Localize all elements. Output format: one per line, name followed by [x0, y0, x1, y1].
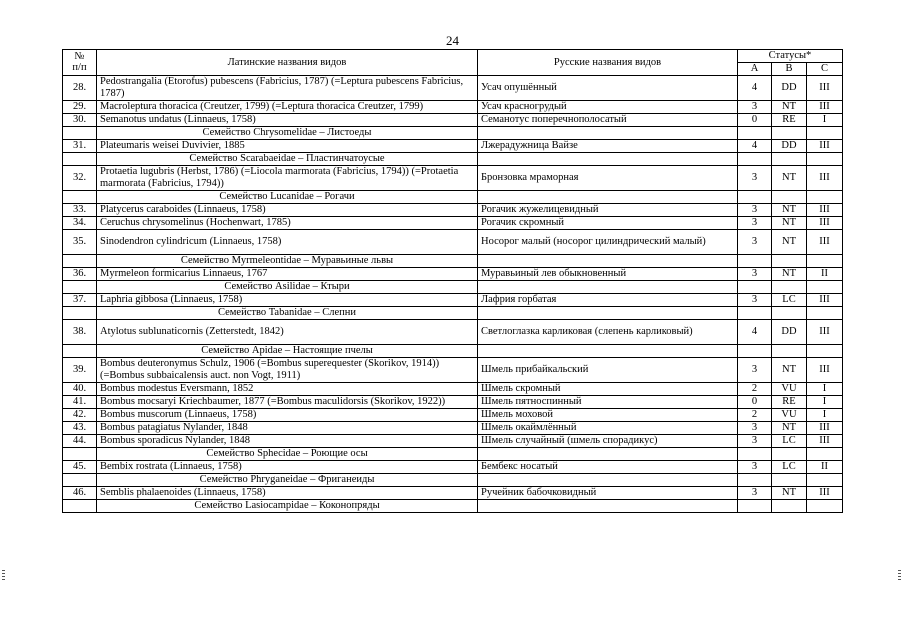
- table-row: [63, 421, 843, 434]
- species-number: 46.: [63, 486, 97, 499]
- status-a: 4: [738, 319, 772, 344]
- species-number: 37.: [63, 293, 97, 306]
- latin-name: Sinodendron cylindricum (Linnaeus, 1758): [97, 229, 478, 254]
- family-russian-cell: [478, 126, 738, 139]
- family-label: Семейство Sphecidae – Роющие осы: [97, 447, 478, 460]
- russian-name: Усач опушённый: [478, 75, 738, 100]
- family-status-a: [738, 447, 772, 460]
- species-number: 38.: [63, 319, 97, 344]
- species-number: 33.: [63, 203, 97, 216]
- status-b: DD: [772, 75, 807, 100]
- family-label: Семейство Phryganeidae – Фриганеиды: [97, 473, 478, 486]
- family-number-cell: [63, 280, 97, 293]
- russian-name: Ручейник бабочковидный: [478, 486, 738, 499]
- family-russian-cell: [478, 447, 738, 460]
- status-c: II: [807, 460, 843, 473]
- latin-name: Protaetia lugubris (Herbst, 1786) (=Liocola marmorata (Fabricius, 1794)) (=Protaetia marmorata (Fabricius, 1794)): [97, 165, 478, 190]
- russian-name: Шмель пятноспинный: [478, 395, 738, 408]
- family-status-c: [807, 190, 843, 203]
- species-table: [62, 49, 843, 513]
- latin-name: Bombus modestus Eversmann, 1852: [97, 382, 478, 395]
- status-c: III: [807, 203, 843, 216]
- family-status-a: [738, 152, 772, 165]
- status-a: 0: [738, 113, 772, 126]
- table-row: [63, 139, 843, 152]
- status-c: III: [807, 100, 843, 113]
- family-row: [63, 280, 843, 293]
- status-b: LC: [772, 460, 807, 473]
- family-status-c: [807, 280, 843, 293]
- family-row: [63, 190, 843, 203]
- family-label: Семейство Tabanidae – Слепни: [97, 306, 478, 319]
- status-b: LC: [772, 293, 807, 306]
- family-status-a: [738, 280, 772, 293]
- russian-name: Муравьиный лев обыкновенный: [478, 267, 738, 280]
- latin-name: Bombus mocsaryi Kriechbaumer, 1877 (=Bombus maculidorsis (Skorikov, 1922)): [97, 395, 478, 408]
- latin-name: Plateumaris weisei Duvivier, 1885: [97, 139, 478, 152]
- latin-name: Myrmeleon formicarius Linnaeus, 1767: [97, 267, 478, 280]
- family-russian-cell: [478, 152, 738, 165]
- table-row: [63, 100, 843, 113]
- species-number: 43.: [63, 421, 97, 434]
- latin-name: Bombus deuteronymus Schulz, 1906 (=Bombus superequester (Skorikov, 1914)) (=Bombus subbaicalensis auct. non Vogt, 1911): [97, 357, 478, 382]
- table-row: [63, 267, 843, 280]
- table-row: [63, 319, 843, 344]
- page-number: 24: [446, 33, 459, 48]
- table-row: [63, 434, 843, 447]
- family-status-b: [772, 499, 807, 512]
- family-status-c: [807, 473, 843, 486]
- latin-name: Bembix rostrata (Linnaeus, 1758): [97, 460, 478, 473]
- family-status-b: [772, 254, 807, 267]
- family-status-a: [738, 306, 772, 319]
- russian-name: Семанотус поперечнополосатый: [478, 113, 738, 126]
- status-b: DD: [772, 319, 807, 344]
- family-status-b: [772, 152, 807, 165]
- status-a: 0: [738, 395, 772, 408]
- table-row: [63, 408, 843, 421]
- table-row: [63, 357, 843, 382]
- status-b: VU: [772, 408, 807, 421]
- left-edge-marks: [2, 570, 6, 586]
- table-row: [63, 229, 843, 254]
- status-b: RE: [772, 395, 807, 408]
- status-a: 3: [738, 486, 772, 499]
- family-label: Семейство Lasiocampidae – Коконопряды: [97, 499, 478, 512]
- family-status-c: [807, 499, 843, 512]
- latin-name: Semblis phalaenoides (Linnaeus, 1758): [97, 486, 478, 499]
- family-status-c: [807, 152, 843, 165]
- table-row: [63, 216, 843, 229]
- family-status-a: [738, 473, 772, 486]
- family-row: [63, 254, 843, 267]
- status-c: III: [807, 216, 843, 229]
- family-label: Семейство Lucanidae – Рогачи: [97, 190, 478, 203]
- status-c: II: [807, 267, 843, 280]
- status-a: 3: [738, 434, 772, 447]
- status-c: III: [807, 319, 843, 344]
- family-row: [63, 126, 843, 139]
- latin-name: Bombus sporadicus Nylander, 1848: [97, 434, 478, 447]
- family-russian-cell: [478, 254, 738, 267]
- family-status-a: [738, 190, 772, 203]
- russian-name: Лафрия горбатая: [478, 293, 738, 306]
- family-label: Семейство Apidae – Настоящие пчелы: [97, 344, 478, 357]
- status-c: I: [807, 382, 843, 395]
- species-number: 34.: [63, 216, 97, 229]
- family-row: [63, 344, 843, 357]
- family-row: [63, 473, 843, 486]
- status-a: 3: [738, 229, 772, 254]
- header-number: № п/п: [63, 50, 97, 76]
- family-russian-cell: [478, 280, 738, 293]
- family-russian-cell: [478, 306, 738, 319]
- header-latin-names: Латинские названия видов: [97, 50, 478, 76]
- russian-name: Шмель моховой: [478, 408, 738, 421]
- header-status-b: В: [772, 63, 807, 76]
- table-body: [63, 75, 843, 512]
- family-status-c: [807, 306, 843, 319]
- status-a: 2: [738, 408, 772, 421]
- header-row-top: [63, 50, 843, 63]
- status-a: 4: [738, 139, 772, 152]
- table-row: [63, 203, 843, 216]
- species-number: 35.: [63, 229, 97, 254]
- family-status-b: [772, 344, 807, 357]
- family-status-a: [738, 126, 772, 139]
- latin-name: Macroleptura thoracica (Creutzer, 1799) (=Leptura thoracica Creutzer, 1799): [97, 100, 478, 113]
- table-row: [63, 395, 843, 408]
- table-row: [63, 165, 843, 190]
- russian-name: Бембекс носатый: [478, 460, 738, 473]
- status-b: VU: [772, 382, 807, 395]
- table-row: [63, 293, 843, 306]
- status-c: III: [807, 293, 843, 306]
- species-number: 30.: [63, 113, 97, 126]
- latin-name: Ceruchus chrysomelinus (Hochenwart, 1785): [97, 216, 478, 229]
- family-status-b: [772, 126, 807, 139]
- status-b: NT: [772, 100, 807, 113]
- family-status-b: [772, 447, 807, 460]
- family-number-cell: [63, 473, 97, 486]
- species-number: 44.: [63, 434, 97, 447]
- status-a: 3: [738, 421, 772, 434]
- latin-name: Atylotus sublunaticornis (Zetterstedt, 1842): [97, 319, 478, 344]
- status-b: NT: [772, 229, 807, 254]
- latin-name: Pedostrangalia (Etorofus) pubescens (Fabricius, 1787) (=Leptura pubescens Fabricius, 1787): [97, 75, 478, 100]
- family-status-a: [738, 344, 772, 357]
- right-edge-marks: [898, 570, 902, 586]
- family-number-cell: [63, 126, 97, 139]
- family-label: Семейство Scarabaeidae – Пластинчатоусые: [97, 152, 478, 165]
- family-number-cell: [63, 152, 97, 165]
- species-number: 45.: [63, 460, 97, 473]
- status-a: 3: [738, 293, 772, 306]
- family-number-cell: [63, 190, 97, 203]
- status-c: III: [807, 434, 843, 447]
- family-row: [63, 152, 843, 165]
- table-row: [63, 75, 843, 100]
- family-number-cell: [63, 499, 97, 512]
- russian-name: Шмель скромный: [478, 382, 738, 395]
- family-russian-cell: [478, 190, 738, 203]
- status-b: NT: [772, 421, 807, 434]
- latin-name: Bombus muscorum (Linnaeus, 1758): [97, 408, 478, 421]
- table-row: [63, 382, 843, 395]
- status-b: NT: [772, 203, 807, 216]
- status-c: III: [807, 139, 843, 152]
- species-number: 39.: [63, 357, 97, 382]
- russian-name: Лжерадужница Вайзе: [478, 139, 738, 152]
- russian-name: Шмель случайный (шмель спорадикус): [478, 434, 738, 447]
- family-number-cell: [63, 306, 97, 319]
- species-number: 42.: [63, 408, 97, 421]
- status-b: LC: [772, 434, 807, 447]
- russian-name: Бронзовка мраморная: [478, 165, 738, 190]
- family-russian-cell: [478, 473, 738, 486]
- russian-name: Носорог малый (носорог цилиндрический малый): [478, 229, 738, 254]
- status-b: RE: [772, 113, 807, 126]
- russian-name: Светлоглазка карликовая (слепень карликовый): [478, 319, 738, 344]
- latin-name: Bombus patagiatus Nylander, 1848: [97, 421, 478, 434]
- status-c: III: [807, 486, 843, 499]
- status-b: DD: [772, 139, 807, 152]
- status-b: NT: [772, 165, 807, 190]
- table-row: [63, 486, 843, 499]
- status-a: 3: [738, 100, 772, 113]
- status-c: I: [807, 408, 843, 421]
- status-b: NT: [772, 357, 807, 382]
- species-number: 28.: [63, 75, 97, 100]
- family-status-b: [772, 473, 807, 486]
- status-c: III: [807, 229, 843, 254]
- status-c: I: [807, 113, 843, 126]
- family-row: [63, 306, 843, 319]
- header-statuses: Статусы*: [738, 50, 843, 63]
- header-status-a: А: [738, 63, 772, 76]
- russian-name: Шмель прибайкальский: [478, 357, 738, 382]
- status-b: NT: [772, 486, 807, 499]
- status-a: 3: [738, 165, 772, 190]
- status-c: III: [807, 165, 843, 190]
- species-number: 41.: [63, 395, 97, 408]
- family-label: Семейство Myrmeleontidae – Муравьиные львы: [97, 254, 478, 267]
- family-status-c: [807, 254, 843, 267]
- family-status-c: [807, 344, 843, 357]
- family-status-b: [772, 190, 807, 203]
- family-status-a: [738, 499, 772, 512]
- russian-name: Шмель окаймлённый: [478, 421, 738, 434]
- family-status-a: [738, 254, 772, 267]
- family-number-cell: [63, 344, 97, 357]
- latin-name: Platycerus caraboides (Linnaeus, 1758): [97, 203, 478, 216]
- family-status-b: [772, 306, 807, 319]
- status-a: 3: [738, 267, 772, 280]
- status-c: I: [807, 395, 843, 408]
- latin-name: Semanotus undatus (Linnaeus, 1758): [97, 113, 478, 126]
- status-a: 4: [738, 75, 772, 100]
- status-a: 3: [738, 357, 772, 382]
- latin-name: Laphria gibbosa (Linnaeus, 1758): [97, 293, 478, 306]
- family-label: Семейство Chrysomelidae – Листоеды: [97, 126, 478, 139]
- family-number-cell: [63, 447, 97, 460]
- species-number: 32.: [63, 165, 97, 190]
- family-status-b: [772, 280, 807, 293]
- species-number: 29.: [63, 100, 97, 113]
- status-a: 3: [738, 203, 772, 216]
- species-number: 40.: [63, 382, 97, 395]
- status-c: III: [807, 357, 843, 382]
- header-status-c: С: [807, 63, 843, 76]
- family-status-c: [807, 447, 843, 460]
- table-row: [63, 113, 843, 126]
- family-russian-cell: [478, 499, 738, 512]
- family-status-c: [807, 126, 843, 139]
- family-russian-cell: [478, 344, 738, 357]
- status-a: 3: [738, 216, 772, 229]
- family-row: [63, 499, 843, 512]
- status-a: 3: [738, 460, 772, 473]
- status-b: NT: [772, 267, 807, 280]
- table-row: [63, 460, 843, 473]
- status-a: 2: [738, 382, 772, 395]
- russian-name: Усач красногрудый: [478, 100, 738, 113]
- species-number: 31.: [63, 139, 97, 152]
- header-russian-names: Русские названия видов: [478, 50, 738, 76]
- family-label: Семейство Asilidae – Ктыри: [97, 280, 478, 293]
- status-b: NT: [772, 216, 807, 229]
- russian-name: Рогачик жужелицевидный: [478, 203, 738, 216]
- status-c: III: [807, 421, 843, 434]
- family-row: [63, 447, 843, 460]
- family-number-cell: [63, 254, 97, 267]
- status-c: III: [807, 75, 843, 100]
- species-number: 36.: [63, 267, 97, 280]
- russian-name: Рогачик скромный: [478, 216, 738, 229]
